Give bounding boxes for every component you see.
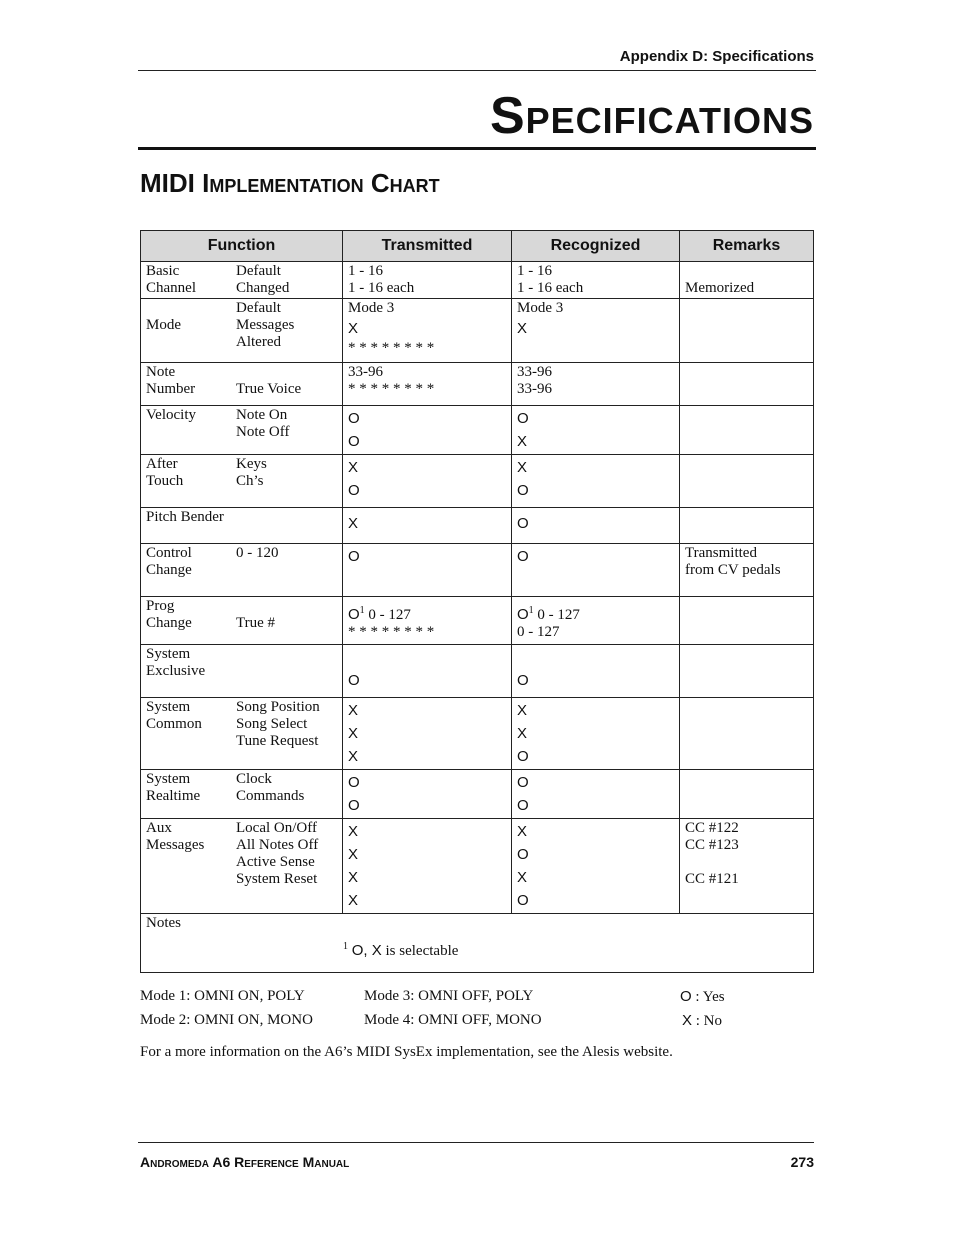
footer-rule [138, 1142, 814, 1143]
recognized-cell [512, 508, 680, 544]
recognized-cell [512, 770, 680, 819]
remark: Transmitted [685, 545, 757, 561]
value-symbol: O [517, 892, 529, 909]
table-row [141, 455, 814, 508]
transmitted-cell [343, 698, 512, 770]
function-sublabel: Song Position [236, 699, 320, 715]
function-cell [141, 363, 343, 406]
function-sublabel: Song Select [236, 716, 308, 732]
remarks-cell [680, 406, 814, 455]
recognized-cell [512, 363, 680, 406]
function-label: System [146, 771, 191, 787]
function-cell [141, 406, 343, 455]
value: 0 - 127 [517, 624, 560, 640]
function-label: Pitch Bender [146, 509, 224, 525]
value: 33-96 [348, 364, 383, 380]
value-symbol: X [517, 702, 528, 719]
legend-mode4: Mode 4: OMNI OFF, MONO [364, 1012, 542, 1028]
value-symbol: O [348, 606, 360, 623]
table-row [141, 508, 814, 544]
table-row [141, 698, 814, 770]
value-symbol: O [348, 774, 360, 791]
function-cell [141, 645, 343, 698]
value-symbol: X [517, 320, 528, 337]
value-symbol: O [517, 548, 529, 565]
value-symbol: X [348, 846, 359, 863]
value-symbol: O [348, 410, 360, 427]
table-row [141, 262, 814, 299]
function-label: Basic [146, 263, 180, 279]
value: 1 - 16 [348, 263, 383, 279]
function-label: Change [146, 615, 192, 631]
function-sublabel: System Reset [236, 871, 318, 887]
value: * * * * * * * * [348, 624, 435, 640]
value-symbol: O [517, 515, 529, 532]
value: 0 - 127 [364, 607, 411, 623]
function-label: Mode [146, 317, 181, 333]
sysex-info: For a more information on the A6’s MIDI SysEx implementation, see the Alesis website. [140, 1044, 673, 1060]
value-symbol: X [348, 515, 359, 532]
remark [685, 263, 808, 280]
value-symbol: X [517, 823, 528, 840]
recognized-cell [512, 262, 680, 299]
value-symbol: O [517, 410, 529, 427]
transmitted-cell [343, 299, 512, 363]
function-cell [141, 508, 343, 544]
legend-no-text: : No [695, 1013, 723, 1029]
value-symbol: X [682, 1012, 693, 1029]
value: 33-96 [517, 381, 552, 397]
table-row [141, 819, 814, 914]
footnote-marker: 1 [528, 605, 534, 616]
recognized-cell [512, 645, 680, 698]
remark: CC #122 [685, 820, 739, 836]
transmitted-cell [343, 645, 512, 698]
function-sublabel: Default [236, 300, 281, 316]
function-cell [141, 544, 343, 597]
function-sublabel: True # [236, 615, 276, 631]
value-symbol: O [680, 988, 692, 1005]
remarks-cell [680, 698, 814, 770]
value-symbol: X [348, 459, 359, 476]
table-header-row [141, 231, 814, 262]
function-label: Channel [146, 280, 196, 296]
function-cell [141, 597, 343, 645]
table-row [141, 544, 814, 597]
function-label: Exclusive [146, 663, 206, 679]
function-sublabel: Default [236, 263, 281, 279]
function-sublabel: Altered [236, 334, 281, 350]
value-symbol: O [517, 797, 529, 814]
function-sublabel: Clock [236, 771, 272, 787]
value-symbol: X [517, 433, 528, 450]
footnote [343, 938, 808, 960]
recognized-cell [512, 819, 680, 914]
function-label: Note [146, 364, 176, 380]
function-label: Change [146, 562, 192, 578]
remarks-cell [680, 363, 814, 406]
recognized-cell [512, 544, 680, 597]
function-cell [141, 698, 343, 770]
value: 33-96 [517, 364, 552, 380]
transmitted-cell [343, 455, 512, 508]
function-sublabel [236, 364, 337, 381]
value-symbol: O [517, 774, 529, 791]
function-cell [141, 455, 343, 508]
footer-manual-title: Andromeda A6 Reference Manual [140, 1154, 350, 1170]
table-row [141, 645, 814, 698]
recognized-cell [512, 455, 680, 508]
remarks-cell [680, 597, 814, 645]
function-label: Control [146, 545, 192, 561]
value-symbol: X [348, 725, 359, 742]
function-label: Messages [146, 837, 205, 853]
transmitted-cell [343, 508, 512, 544]
function-cell [141, 770, 343, 819]
function-cell [141, 819, 343, 914]
value-symbol: O [517, 606, 529, 623]
value-symbol: X [348, 320, 359, 337]
function-sublabel: Tune Request [236, 733, 319, 749]
col-header-function: Function [141, 231, 343, 262]
function-sublabel: Ch’s [236, 473, 264, 489]
col-header-remarks: Remarks [680, 231, 814, 262]
legend-mode3: Mode 3: OMNI OFF, POLY [364, 988, 534, 1004]
remarks-cell [680, 544, 814, 597]
value-symbol: X [348, 823, 359, 840]
title-rule [138, 147, 816, 150]
table-row [141, 406, 814, 455]
remarks-cell [680, 262, 814, 299]
function-sublabel: Keys [236, 456, 267, 472]
value-symbol: O [348, 797, 360, 814]
value-symbol: O, X [351, 942, 382, 959]
value-symbol: X [517, 459, 528, 476]
function-label: After [146, 456, 178, 472]
footnote-marker: 1 [343, 941, 348, 952]
function-label: Velocity [146, 407, 196, 423]
function-label: System [146, 646, 191, 662]
function-label: Number [146, 381, 196, 397]
value-symbol: O [517, 482, 529, 499]
function-sublabel: True Voice [236, 381, 302, 397]
function-label: System [146, 699, 191, 715]
function-sublabel: Active Sense [236, 854, 315, 870]
function-label: Realtime [146, 788, 201, 804]
value-symbol: X [348, 869, 359, 886]
legend-yes-text: : Yes [695, 989, 725, 1005]
remark: CC #123 [685, 837, 739, 853]
value-symbol: O [348, 433, 360, 450]
value-symbol: X [348, 892, 359, 909]
table-row [141, 299, 814, 363]
function-label: Common [146, 716, 202, 732]
transmitted-cell [343, 262, 512, 299]
value-symbol: O [348, 482, 360, 499]
transmitted-cell [343, 819, 512, 914]
value: 0 - 127 [533, 607, 580, 623]
footnote-marker: 1 [359, 605, 365, 616]
recognized-cell [512, 597, 680, 645]
transmitted-cell [343, 770, 512, 819]
transmitted-cell [343, 363, 512, 406]
function-sublabel: All Notes Off [236, 837, 319, 853]
function-cell [141, 262, 343, 299]
notes-cell [141, 914, 814, 973]
section-heading: MIDI Implementation Chart [140, 168, 440, 198]
value: * * * * * * * * [348, 381, 435, 397]
remark [685, 854, 808, 871]
value-symbol: O [517, 672, 529, 689]
recognized-cell [512, 299, 680, 363]
remarks-cell [680, 645, 814, 698]
value-symbol: X [517, 869, 528, 886]
function-label: Prog [146, 598, 175, 614]
value: 1 - 16 each [517, 280, 584, 296]
remarks-cell [680, 455, 814, 508]
legend-mode1: Mode 1: OMNI ON, POLY [140, 988, 305, 1004]
value: * * * * * * * * [348, 340, 435, 356]
notes-label: Notes [146, 915, 181, 931]
table-row [141, 770, 814, 819]
function-sublabel [236, 598, 337, 615]
footnote-text: is selectable [381, 943, 459, 959]
recognized-cell [512, 406, 680, 455]
remarks-cell [680, 770, 814, 819]
table-row [141, 597, 814, 645]
remark: CC #121 [685, 871, 739, 887]
function-sublabel: 0 - 120 [236, 545, 279, 561]
function-sublabel: Messages [236, 317, 295, 333]
remarks-cell [680, 819, 814, 914]
legend-mode2: Mode 2: OMNI ON, MONO [140, 1012, 313, 1028]
function-cell [141, 299, 343, 363]
function-sublabel: Commands [236, 788, 305, 804]
value-symbol: O [517, 748, 529, 765]
value-symbol: X [348, 748, 359, 765]
page-title: Specifications [489, 87, 814, 145]
function-label: Aux [146, 820, 172, 836]
value-symbol: O [517, 846, 529, 863]
value: Mode 3 [348, 300, 395, 316]
running-head: Appendix D: Specifications [619, 48, 814, 65]
transmitted-cell [343, 406, 512, 455]
remark: from CV pedals [685, 562, 781, 578]
function-sublabel: Local On/Off [236, 820, 317, 836]
value: Mode 3 [517, 300, 564, 316]
table-row [141, 363, 814, 406]
value: 1 - 16 each [348, 280, 415, 296]
col-header-recognized: Recognized [512, 231, 680, 262]
remark: Memorized [685, 280, 755, 296]
value-symbol: O [348, 548, 360, 565]
recognized-cell [512, 698, 680, 770]
transmitted-cell [343, 597, 512, 645]
function-label: Touch [146, 473, 184, 489]
legend-yes [680, 988, 725, 1006]
page-number: 273 [790, 1154, 814, 1170]
legend-no [682, 1012, 722, 1030]
value: 1 - 16 [517, 263, 552, 279]
transmitted-cell [343, 544, 512, 597]
value-symbol: X [348, 702, 359, 719]
table-row [141, 914, 814, 973]
remarks-cell [680, 299, 814, 363]
value-symbol: O [348, 672, 360, 689]
function-sublabel: Note Off [236, 424, 290, 440]
function-sublabel: Changed [236, 280, 290, 296]
remarks-cell [680, 508, 814, 544]
header-rule [138, 70, 816, 71]
midi-implementation-table [140, 230, 814, 973]
col-header-transmitted: Transmitted [343, 231, 512, 262]
function-sublabel: Note On [236, 407, 288, 423]
value-symbol: X [517, 725, 528, 742]
